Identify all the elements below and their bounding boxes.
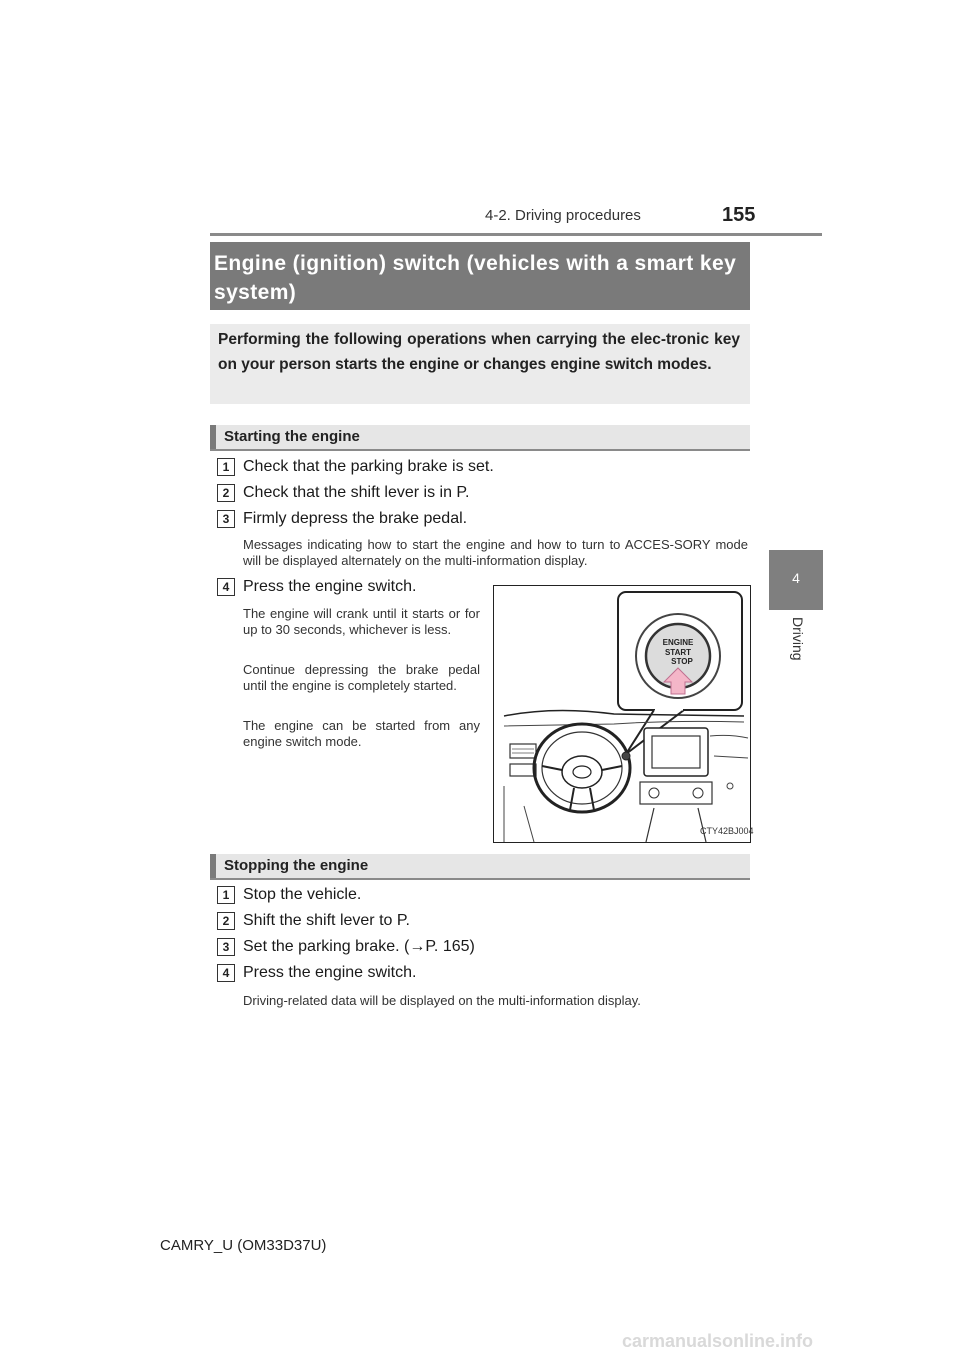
button-text-engine: ENGINE [662, 638, 694, 647]
step-text: Stop the vehicle. [243, 886, 362, 903]
starting-engine-heading-text: Starting the engine [224, 428, 360, 445]
step-number: 3 [217, 938, 235, 956]
step-number: 2 [217, 484, 235, 502]
chapter-tab-number: 4 [792, 570, 800, 586]
step-number: 3 [217, 510, 235, 528]
step-note: The engine will crank until it starts or for up to 30 seconds, whichever is less. [243, 606, 480, 637]
step-text: Set the parking brake. (→P. 165) [243, 938, 475, 955]
step-number: 1 [217, 458, 235, 476]
chapter-tab-label [770, 617, 822, 687]
step-text: Check that the shift lever is in P. [243, 484, 470, 501]
page-title: Engine (ignition) switch (vehicles with a smart key system) [214, 252, 737, 304]
dashboard-drawing [494, 586, 750, 842]
stopping-engine-heading [210, 854, 750, 880]
button-text-start: START [664, 648, 692, 657]
step-text: Press the engine switch. [243, 964, 417, 981]
heading-bar [210, 425, 216, 449]
header-rule [210, 233, 822, 236]
watermark: carmanualsonline.info [622, 1331, 814, 1351]
step-number: 4 [217, 964, 235, 982]
step-number: 4 [217, 578, 235, 596]
heading-bar [210, 854, 216, 878]
starting-engine-heading [210, 425, 750, 451]
section-label: 4-2. Driving procedures [485, 207, 641, 224]
footer-model-code: CAMRY_U (OM33D37U) [160, 1237, 327, 1254]
button-text-stop: STOP [671, 657, 693, 666]
step-note: Driving-related data will be displayed on the multi-information display. [243, 993, 641, 1008]
dashboard-illustration [493, 585, 751, 843]
illustration-code: CTY42BJ004 [700, 826, 754, 836]
step-note: Messages indicating how to start the engine and how to turn to ACCES-SORY mode will be displayed alternately on the multi-information display. [243, 537, 748, 568]
stopping-engine-heading-text: Stopping the engine [224, 857, 369, 874]
step-text: Firmly depress the brake pedal. [243, 510, 468, 527]
step-number: 2 [217, 912, 235, 930]
step-text: Check that the parking brake is set. [243, 458, 494, 475]
step-note: The engine can be started from any engine switch mode. [243, 718, 480, 749]
chapter-tab-label-text: Driving [790, 617, 806, 661]
step-note: Continue depressing the brake pedal until the engine is completely started. [243, 662, 480, 693]
step-text: Shift the shift lever to P. [243, 912, 410, 929]
intro-text: Performing the following operations when carrying the elec-tronic key on your person starts the engine or changes engine switch modes. [218, 331, 740, 373]
page-number: 155 [722, 204, 756, 226]
step-number: 1 [217, 886, 235, 904]
step-text: Press the engine switch. [243, 578, 417, 595]
